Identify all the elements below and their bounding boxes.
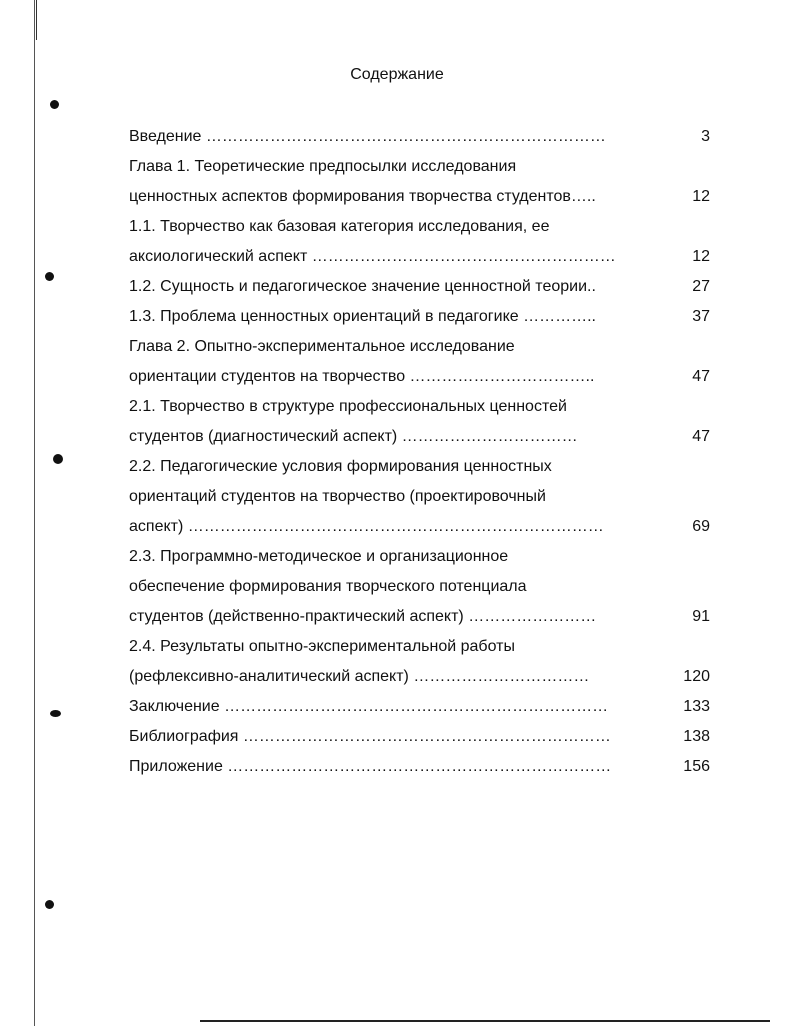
toc-page-number [644,332,719,362]
bottom-scan-rule [200,1020,770,1022]
toc-page-number [644,152,719,182]
toc-line [129,602,719,632]
toc-line [129,692,719,722]
toc-page-number [644,452,719,482]
toc-entry-text: 1.2. Сущность и педагогическое значение ценностной теории.. [129,278,596,295]
toc-page-number [644,632,719,662]
toc-page-number: 138 [683,728,710,745]
toc-entry-text: студентов (диагностический аспект) …………………………… [129,428,578,445]
toc-line [129,362,719,392]
toc-entry-text: ориентаций студентов на творчество (проектировочный [129,488,546,505]
toc-entry-text: 2.3. Программно-методическое и организационное [129,548,509,565]
toc-line [129,242,719,272]
toc-line [129,272,719,302]
toc-entry-text: Глава 2. Опытно-экспериментальное исследование [129,338,515,355]
toc-page-number: 120 [683,668,710,685]
toc-page-number [644,572,719,602]
toc-line [129,332,719,362]
binding-hole-dot [53,454,63,464]
binding-hole-dot [45,272,54,281]
toc-page-number: 91 [692,608,710,625]
toc-page-number [644,392,719,422]
toc-line [129,722,719,752]
toc-page-number: 47 [692,428,710,445]
toc-entry-text: Введение ………………………………………………………………… [129,128,606,145]
toc-line [129,482,719,512]
toc-line [129,542,719,572]
toc-entry-text: (рефлексивно-аналитический аспект) …………………………… [129,668,590,685]
toc-line [129,452,719,482]
toc-entry-text: 2.1. Творчество в структуре профессиональных ценностей [129,398,567,415]
toc-entry-text: аксиологический аспект ………………………………………………… [129,248,616,265]
toc-line [129,512,719,542]
toc-entry-text: аспект) …………………………………………………………………… [129,518,604,535]
toc-page-number: 133 [683,698,710,715]
toc-entry-text: Заключение ……………………………………………………………… [129,698,609,715]
toc-page-number: 37 [692,308,710,325]
toc-line [129,182,719,212]
toc-page-number: 47 [692,368,710,385]
toc-page-number [644,212,719,242]
toc-line [129,152,719,182]
page-title: Содержание [350,66,444,83]
toc-entry-text: Приложение ……………………………………………………………… [129,758,612,775]
toc-line [129,572,719,602]
toc-entry-text: ориентации студентов на творчество …………………………….. [129,368,595,385]
toc-entry-text: ценностных аспектов формирования творчества студентов….. [129,188,596,205]
toc-line [129,662,719,692]
toc-entry-text: Глава 1. Теоретические предпосылки исследования [129,158,517,175]
toc-line [129,752,719,782]
toc-entry-text: студентов (действенно-практический аспект) …………………… [129,608,597,625]
toc-entry-text: 1.1. Творчество как базовая категория исследования, ее [129,218,550,235]
scan-edge-line-top [36,0,37,40]
toc-entry-text: 2.2. Педагогические условия формирования ценностных [129,458,552,475]
toc-line [129,632,719,662]
toc-page-number [644,482,719,512]
toc-page-number [644,542,719,572]
toc-page-number: 156 [683,758,710,775]
toc-entry-text: 1.3. Проблема ценностных ориентаций в педагогике ………….. [129,308,596,325]
toc-line [129,392,719,422]
toc-entry-text: Библиография …………………………………………………………… [129,728,611,745]
toc-line [129,212,719,242]
toc-line [129,302,719,332]
scan-edge-line [34,0,35,1026]
binding-hole-dot [50,100,59,109]
toc-page-number: 69 [692,518,710,535]
toc-page-number: 12 [692,248,710,265]
toc-entry-text: обеспечение формирования творческого потенциала [129,578,527,595]
toc-entry-text: 2.4. Результаты опытно-экспериментальной работы [129,638,515,655]
binding-hole-dot [50,710,61,717]
toc-page-number: 12 [692,188,710,205]
toc-page-number: 27 [692,278,710,295]
toc-page-number: 3 [701,128,710,145]
binding-hole-dot [45,900,54,909]
table-of-contents [129,122,719,782]
toc-line [129,422,719,452]
toc-line [129,122,719,152]
